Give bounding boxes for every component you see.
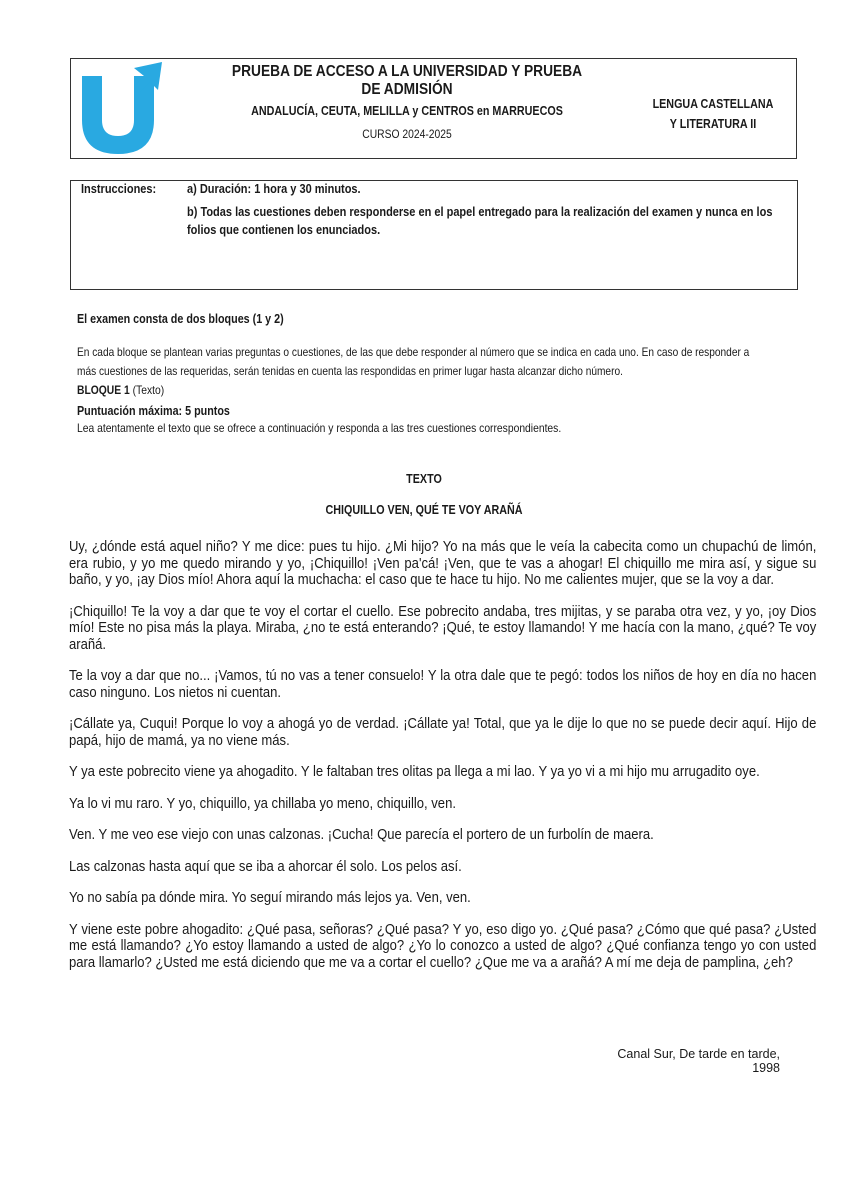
text-paragraph: Ven. Y me veo ese viejo con unas calzonas. ¡Cucha! Que parecía el portero de un furbolín de maera. — [69, 826, 654, 843]
text-paragraph: Y ya este pobrecito viene ya ahogadito. Y le faltaban tres olitas pa llega a mi lao. Y ya yo vi a mi hijo mu arrugadito oye. — [69, 763, 760, 780]
text-source: Canal Sur, De tarde en tarde, 1998 — [617, 1047, 780, 1075]
subject-line-2: Y LITERATURA II — [669, 117, 757, 131]
exam-subject — [642, 94, 783, 134]
bloque-label: BLOQUE 1 — [77, 383, 130, 397]
exam-region: ANDALUCÍA, CEUTA, MELILLA y CENTROS en MARRUECOS — [251, 104, 563, 118]
instructions-label: Instrucciones: — [81, 182, 157, 196]
subject-line-1: LENGUA CASTELLANA — [652, 97, 774, 111]
text-paragraph: Te la voy a dar que no... ¡Vamos, tú no vas a tener consuelo! Y la otra dale que te pegó: todos los niños de hoy en día no hacen caso ninguno. Los nietos ni cuentan. — [69, 667, 817, 701]
instruction-answers: b) Todas las cuestiones deben responderse en el papel entregado para la realización del examen y nunca en los folios que contienen los enunciados. — [187, 205, 773, 237]
text-paragraph: Uy, ¿dónde está aquel niño? Y me dice: pues tu hijo. ¿Mi hijo? Yo na más que le veía la cabecita como un chupachú de limón, era rubio, y yo me quedo mirando y yo, ¡Chiquillo! ¡Ven pa'cá! ¡Ven, que te vas a ahogar! El chiquillo me mira así, y sigue su baño, y yo, ¡ay Dios mío! Ahora aquí la muchacha: el caso que te hace tu hijo. No me calientes mujer, que se la voy a dar. — [69, 538, 817, 588]
exam-structure-title: El examen consta de dos bloques (1 y 2) — [77, 312, 284, 326]
instructions-box — [70, 180, 798, 290]
text-paragraph: ¡Cállate ya, Cuqui! Porque lo voy a ahogá yo de verdad. ¡Cállate ya! Total, que ya le dije lo que no se puede decir aquí. Hijo de papá, hijo de mamá, ya no viene más. — [69, 715, 817, 749]
text-paragraph: Las calzonas hasta aquí que se iba a ahorcar él solo. Los pelos así. — [69, 857, 462, 875]
university-logo-icon — [78, 62, 162, 154]
text-paragraph: Y viene este pobre ahogadito: ¿Qué pasa, señoras? ¿Qué pasa? Y yo, eso digo yo. ¿Qué pasa? ¿Cómo que qué pasa? ¿Usted me está llamando? ¿Yo estoy llamando a usted de algo? ¿Yo lo conozco a usted de algo? ¿Qué confianza tengo yo con usted para llamarlo? ¿Usted me está diciendo que me va a cortar el cuello? ¿Que me va a arañá? A mí me deja de pamplina, ¿eh? — [69, 920, 817, 971]
text-paragraph: Yo no sabía pa dónde mira. Yo seguí mirando más lejos ya. Ven, ven. — [69, 889, 471, 906]
text-label: TEXTO — [406, 472, 442, 486]
read-instruction: Lea atentamente el texto que se ofrece a continuación y responda a las tres cuestiones correspondientes. — [77, 421, 562, 435]
exam-course: CURSO 2024-2025 — [362, 127, 452, 141]
exam-title: PRUEBA DE ACCESO A LA UNIVERSIDAD Y PRUEBA DE ADMISIÓN — [231, 63, 583, 98]
bloque-note: (Texto) — [129, 383, 165, 397]
exam-description: En cada bloque se plantean varias preguntas o cuestiones, de las que debe responder al número que se indica en cada uno. En caso de responder a más cuestiones de las requeridas, serán tenidas en cuenta las respondidas en primer lugar hasta alcanzar dicho número. — [77, 345, 750, 378]
exam-header — [70, 58, 797, 159]
text-title: CHIQUILLO VEN, QUÉ TE VOY ARAÑÁ — [325, 503, 523, 517]
max-score: Puntuación máxima: 5 puntos — [77, 404, 230, 418]
text-body — [69, 539, 816, 986]
text-paragraph: ¡Chiquillo! Te la voy a dar que te voy el cortar el cuello. Ese pobrecito andaba, tres mijitas, y se paraba otra vez, y yo, ¡oy Dios mío! Este no pisa más la playa. Miraba, ¿no te está enterando? ¡Qué, te estoy llamando! Y me hacía con la mano, ¿qué? Te voy arañá. — [69, 602, 817, 653]
text-paragraph: Ya lo vi mu raro. Y yo, chiquillo, ya chillaba yo meno, chiquillo, ven. — [69, 794, 456, 812]
bloque-heading — [77, 383, 765, 397]
instruction-duration: a) Duración: 1 hora y 30 minutos. — [187, 182, 361, 196]
